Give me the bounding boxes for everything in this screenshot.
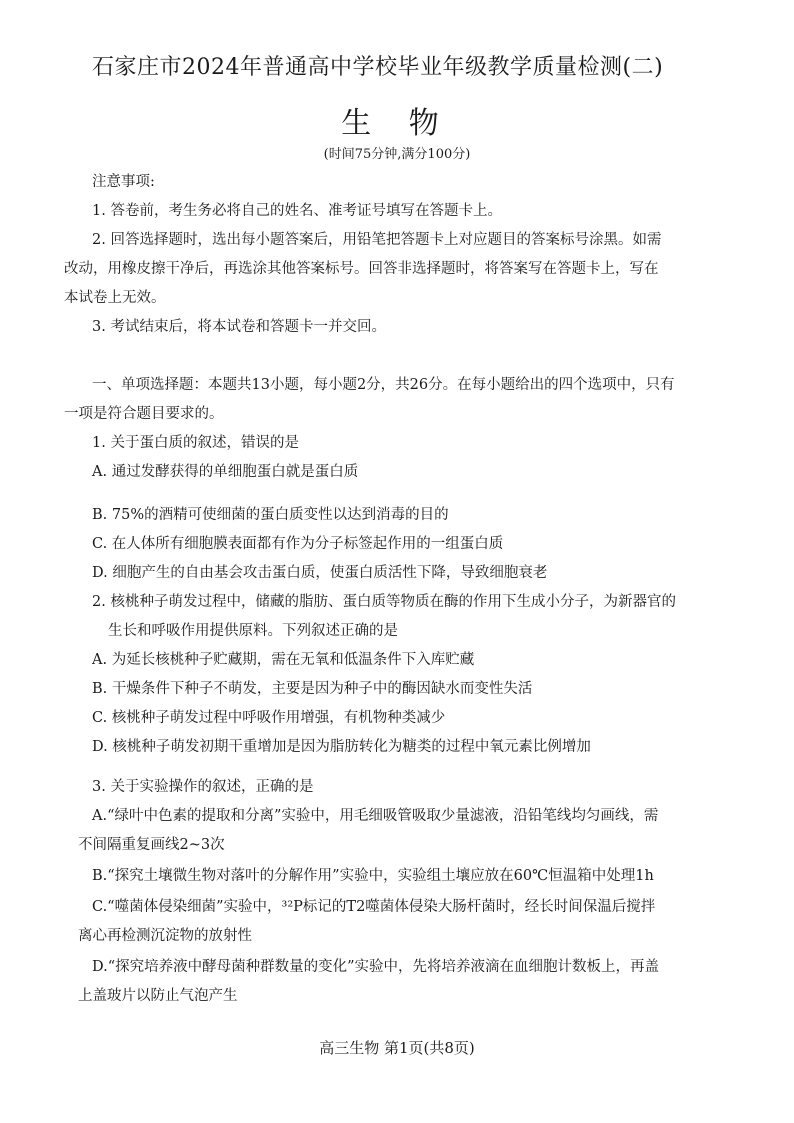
q3-option-a-line-1: A.“绿叶中色素的提取和分离”实验中，用毛细吸管吸取少量滤液，沿铅笔线均匀画线，需 xyxy=(92,808,659,824)
page-footer: 高三生物 第1页(共8页) xyxy=(319,1039,475,1057)
notice-heading: 注意事项: xyxy=(92,174,155,190)
subject-title: 生 物 xyxy=(341,106,453,141)
q1-option-d: D. 细胞产生的自由基会攻击蛋白质，使蛋白质活性下降，导致细胞衰老 xyxy=(92,565,548,581)
q2-stem-line-2: 生长和呼吸作用提供原料。下列叙述正确的是 xyxy=(108,623,398,639)
q2-option-b: B. 干燥条件下种子不萌发，主要是因为种子中的酶因缺水而变性失活 xyxy=(92,681,533,697)
q2-option-d: D. 核桃种子萌发初期干重增加是因为脂肪转化为糖类的过程中氧元素比例增加 xyxy=(92,739,591,755)
notice-item-2-line-2: 改动，用橡皮擦干净后，再选涂其他答案标号。回答非选择题时，将答案写在答题卡上，写在 xyxy=(64,261,659,277)
notice-item-3: 3. 考试结束后，将本试卷和答题卡一并交回。 xyxy=(92,319,386,335)
q1-option-a: A. 通过发酵获得的单细胞蛋白就是蛋白质 xyxy=(92,464,359,480)
exam-title: 石家庄市2024年普通高中学校毕业年级教学质量检测(二) xyxy=(92,55,664,80)
section1-heading-line-1: 一、单项选择题：本题共13小题，每小题2分，共26分。在每小题给出的四个选项中，只有 xyxy=(92,377,675,393)
notice-item-2-line-1: 2. 回答选择题时，选出每小题答案后，用铅笔把答题卡上对应题目的答案标号涂黑。如需 xyxy=(92,232,662,248)
time-info: (时间75分钟,满分100分) xyxy=(323,147,471,162)
notice-item-1: 1. 答卷前，考生务必将自己的姓名、准考证号填写在答题卡上。 xyxy=(92,203,502,219)
q3-stem: 3. 关于实验操作的叙述，正确的是 xyxy=(92,779,314,795)
section1-heading-line-2: 一项是符合题目要求的。 xyxy=(64,406,224,422)
q2-option-c: C. 核桃种子萌发过程中呼吸作用增强，有机物种类减少 xyxy=(92,710,446,726)
notice-item-2-line-3: 本试卷上无效。 xyxy=(64,290,166,306)
q3-option-d-line-1: D.“探究培养液中酵母菌种群数量的变化”实验中，先将培养液滴在血细胞计数板上，再盖 xyxy=(92,959,660,975)
q2-option-a: A. 为延长核桃种子贮藏期，需在无氧和低温条件下入库贮藏 xyxy=(92,652,475,668)
q1-option-b: B. 75%的酒精可使细菌的蛋白质变性以达到消毒的目的 xyxy=(92,507,449,523)
q1-stem: 1. 关于蛋白质的叙述，错误的是 xyxy=(92,435,299,451)
q3-option-d-line-2: 上盖玻片以防止气泡产生 xyxy=(78,988,238,1004)
q3-option-c-line-1: C.“噬菌体侵染细菌”实验中，³²P标记的T2噬菌体侵染大肠杆菌时，经长时间保温后搅拌 xyxy=(92,899,656,915)
q2-stem-line-1: 2. 核桃种子萌发过程中，储藏的脂肪、蛋白质等物质在酶的作用下生成小分子，为新器官的 xyxy=(92,594,676,610)
q3-option-c-line-2: 离心再检测沉淀物的放射性 xyxy=(78,928,252,944)
q3-option-b: B.“探究土壤微生物对落叶的分解作用”实验中，实验组土壤应放在60℃恒温箱中处理1h xyxy=(92,868,654,884)
q3-option-a-line-2: 不间隔重复画线2~3次 xyxy=(78,837,225,853)
q1-option-c: C. 在人体所有细胞膜表面都有作为分子标签起作用的一组蛋白质 xyxy=(92,536,504,552)
